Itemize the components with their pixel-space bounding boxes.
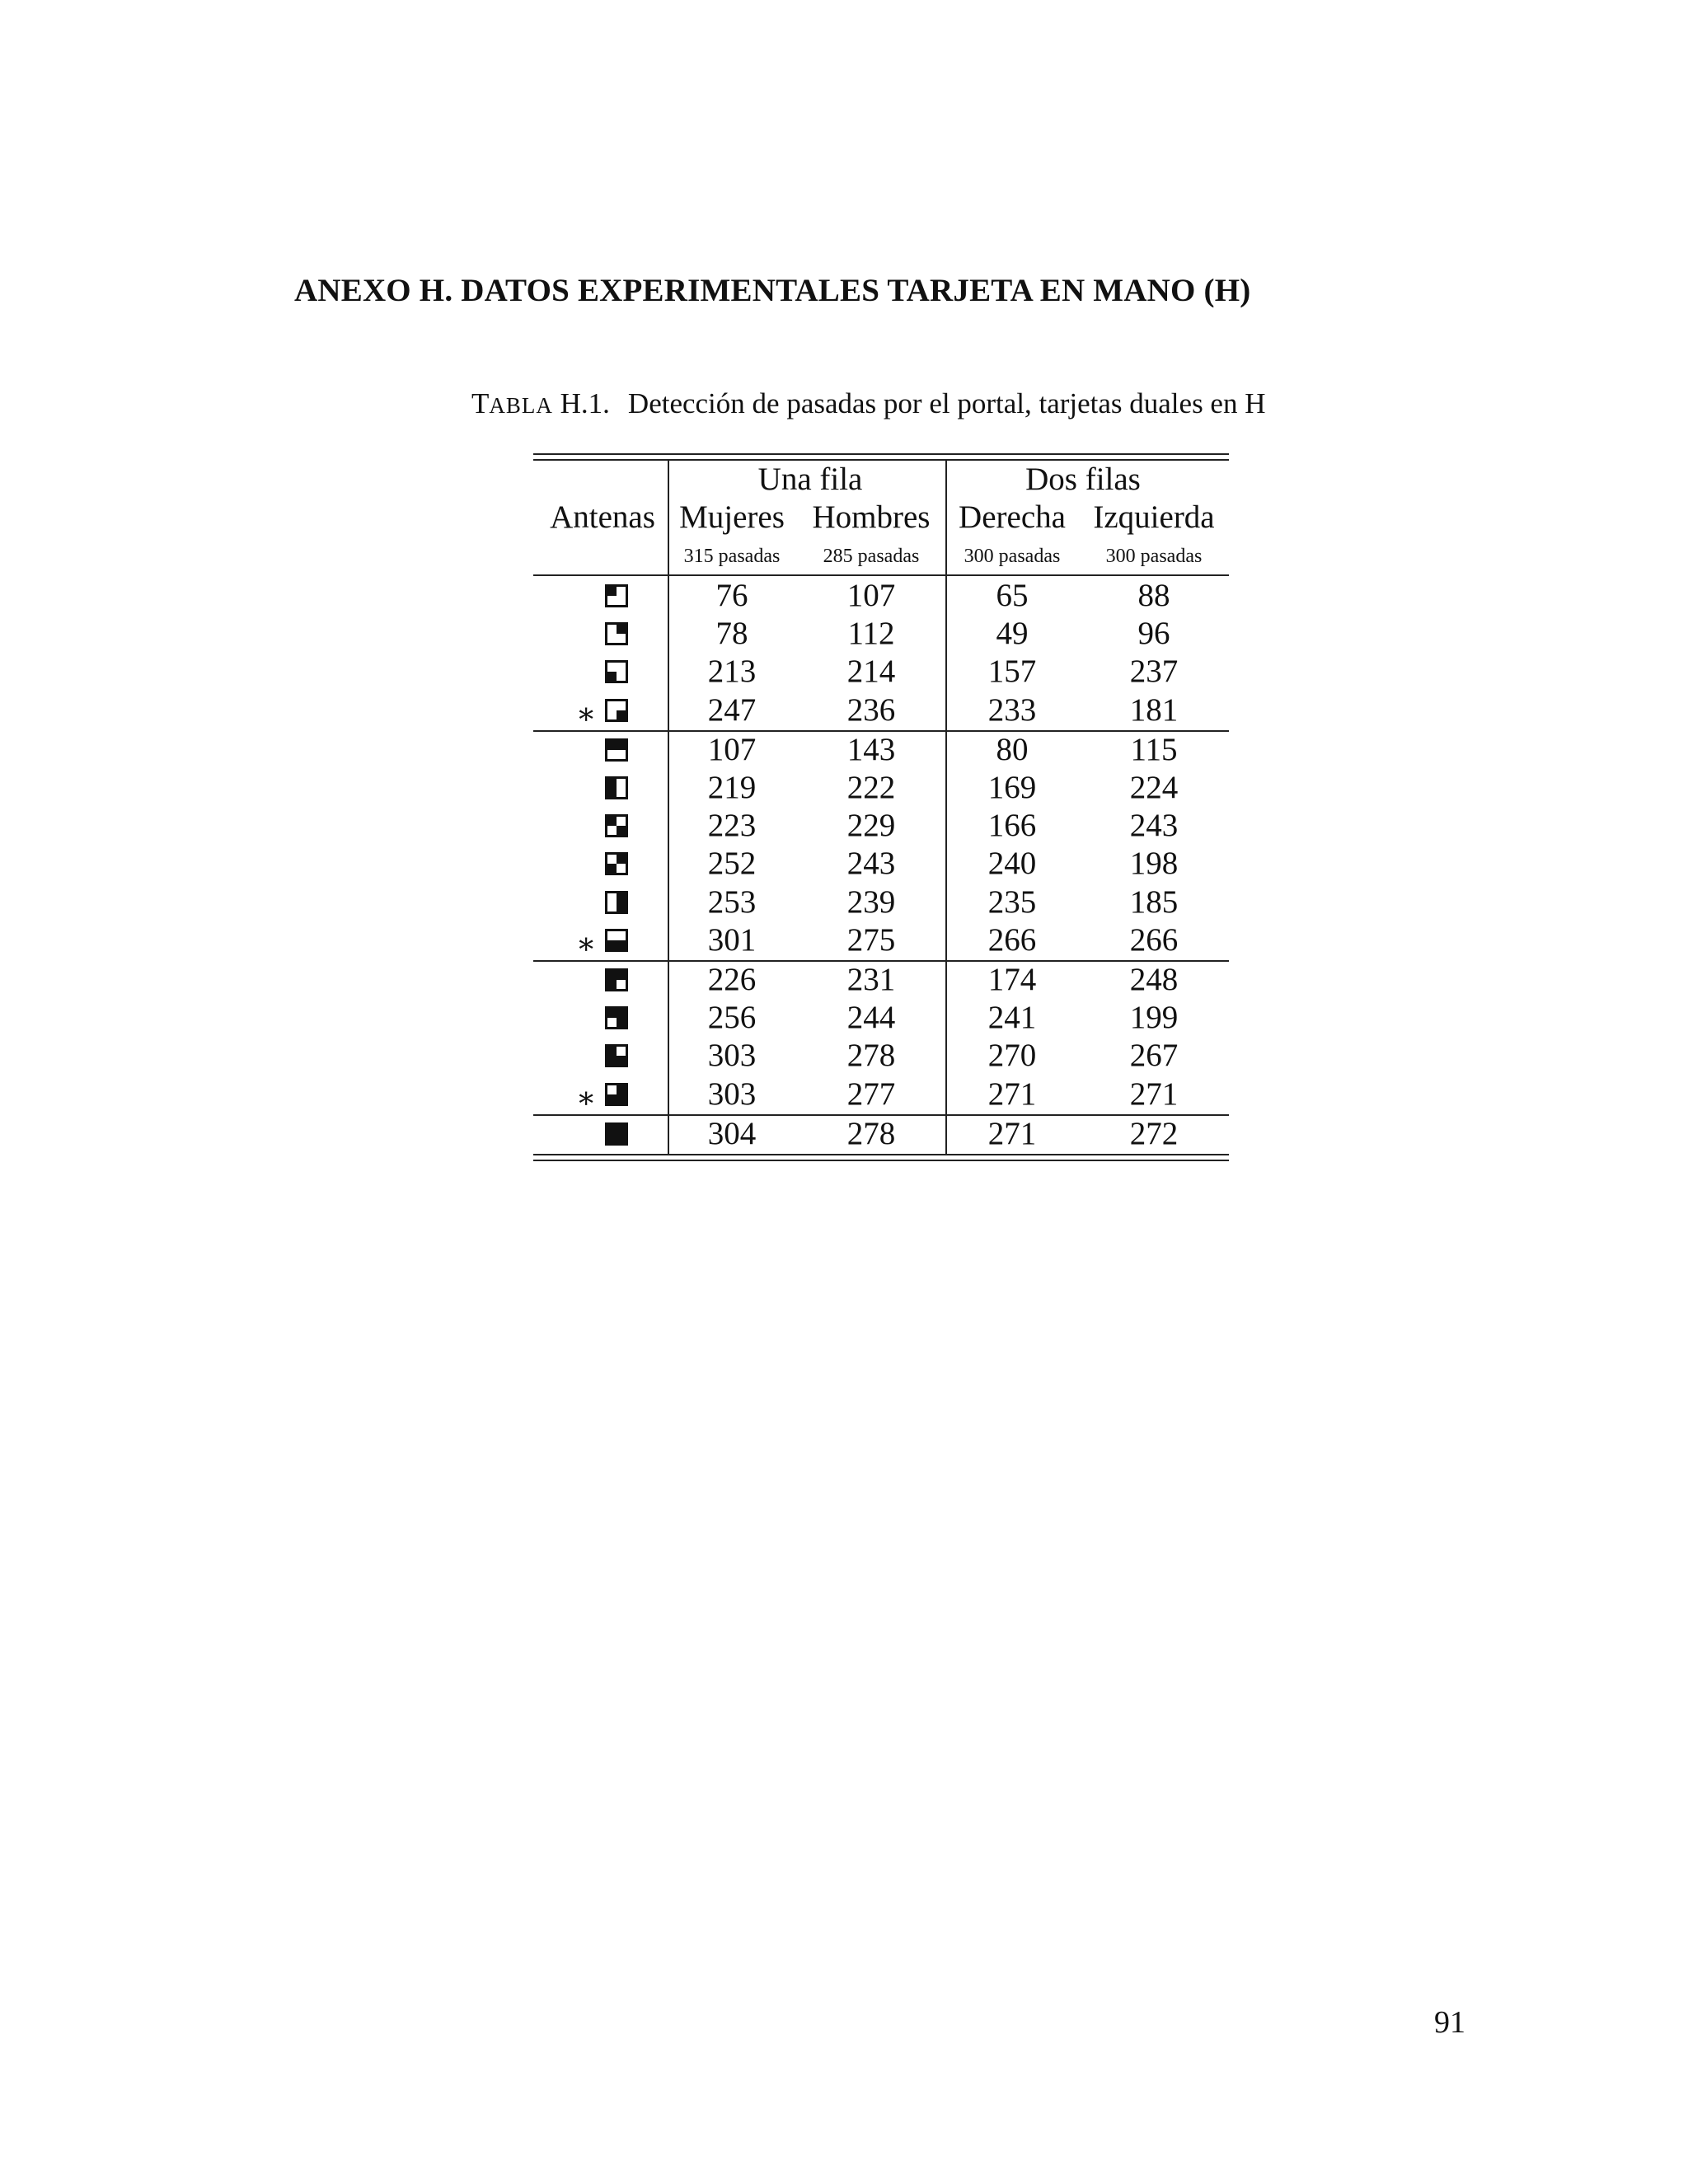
header-bottom-rule — [533, 574, 1229, 576]
table-cell: 115 — [1130, 731, 1178, 767]
caption-initial: T — [471, 387, 490, 419]
table-cell: 112 — [847, 616, 895, 652]
table-cell: 76 — [715, 578, 748, 613]
column-subheader: 285 pasadas — [823, 546, 920, 567]
table-cell: 278 — [846, 1038, 896, 1074]
vertical-rule-antenas — [668, 459, 669, 1154]
antenna-quadrant — [607, 1094, 617, 1104]
table-cell: 266 — [1129, 921, 1179, 958]
table-cell: 243 — [846, 846, 896, 882]
table-cell: 240 — [987, 846, 1037, 882]
table-cell: 270 — [987, 1038, 1037, 1074]
column-header-mujeres: Mujeres — [679, 499, 785, 535]
table-cell: 185 — [1129, 883, 1179, 920]
row-header-antenas: Antenas — [550, 499, 655, 535]
antenna-icon — [605, 1083, 628, 1106]
antenna-quadrant — [617, 1018, 626, 1027]
table-cell: 241 — [987, 1000, 1037, 1036]
antenna-icon — [605, 584, 628, 607]
antenna-quadrant — [607, 788, 617, 797]
antenna-icon — [605, 968, 628, 991]
table-cell: 157 — [987, 654, 1037, 690]
antenna-quadrant — [607, 1009, 617, 1018]
antenna-quadrant — [617, 902, 626, 912]
table-cell: 107 — [846, 578, 896, 613]
antenna-icon — [605, 622, 628, 645]
antenna-quadrant — [607, 741, 617, 750]
column-subheader: 315 pasadas — [683, 546, 781, 567]
table-cell: 49 — [996, 616, 1029, 652]
star-marker: ∗ — [576, 1080, 597, 1114]
antenna-icon — [605, 776, 628, 799]
antenna-quadrant — [607, 940, 617, 949]
antenna-quadrant — [617, 971, 626, 980]
table-cell: 275 — [846, 921, 896, 958]
antenna-icon — [605, 929, 628, 952]
table-cell: 236 — [846, 691, 896, 728]
table-cell: 301 — [707, 921, 757, 958]
antenna-quadrant — [607, 1047, 617, 1056]
antenna-quadrant — [617, 1056, 626, 1065]
table-top-rule — [533, 459, 1229, 461]
antenna-quadrant — [607, 672, 617, 681]
table-cell: 226 — [707, 962, 757, 997]
antenna-quadrant — [617, 940, 626, 949]
antenna-icon — [605, 1122, 628, 1146]
star-marker: ∗ — [576, 926, 597, 960]
table-cell: 278 — [846, 1115, 896, 1151]
table-cell: 233 — [987, 691, 1037, 728]
antenna-icon — [605, 814, 628, 837]
table-cell: 248 — [1129, 962, 1179, 997]
table-cell: 107 — [707, 731, 757, 767]
table-cell: 214 — [846, 654, 896, 690]
group-header-una-fila: Una fila — [757, 462, 863, 497]
table-cell: 235 — [987, 883, 1037, 920]
table-cell: 277 — [846, 1076, 896, 1112]
antenna-icon — [605, 699, 628, 722]
table-cell: 80 — [996, 731, 1029, 767]
antenna-quadrant — [607, 587, 617, 596]
section-heading: ANEXO H. DATOS EXPERIMENTALES TARJETA EN MANO (H) — [294, 273, 1251, 308]
antenna-quadrant — [617, 1134, 626, 1143]
table-cell: 222 — [846, 770, 896, 805]
antenna-quadrant — [607, 971, 617, 980]
table-cell: 237 — [1129, 654, 1179, 690]
antenna-quadrant — [617, 1094, 626, 1104]
antenna-icon — [605, 660, 628, 683]
table-cell: 181 — [1129, 691, 1179, 728]
antenna-quadrant — [607, 779, 617, 788]
antenna-quadrant — [617, 855, 626, 864]
column-header-izquierda: Izquierda — [1093, 499, 1215, 535]
table-cell: 143 — [846, 731, 896, 767]
caption-number: H.1. — [560, 387, 610, 419]
antenna-icon — [605, 1044, 628, 1067]
table-cell: 243 — [1129, 808, 1179, 844]
table-cell: 219 — [707, 770, 757, 805]
column-subheader: 300 pasadas — [1105, 546, 1203, 567]
table-cell: 252 — [707, 846, 757, 882]
antenna-icon — [605, 852, 628, 875]
table-cell: 239 — [846, 883, 896, 920]
table-cell: 65 — [996, 578, 1029, 613]
table-cell: 244 — [846, 1000, 896, 1036]
column-subheader: 300 pasadas — [964, 546, 1061, 567]
table-cell: 304 — [707, 1115, 757, 1151]
table-cell: 271 — [987, 1115, 1037, 1151]
table-cell: 267 — [1129, 1038, 1179, 1074]
table-bottom-rule — [533, 1154, 1229, 1155]
antenna-quadrant — [617, 1125, 626, 1134]
antenna-icon — [605, 738, 628, 762]
antenna-quadrant — [617, 625, 626, 634]
table-top-rule — [533, 453, 1229, 455]
antenna-icon — [605, 891, 628, 914]
antenna-icon — [605, 1006, 628, 1029]
table-cell: 231 — [846, 962, 896, 997]
caption-text: Detección de pasadas por el portal, tarjetas duales en H — [627, 387, 1266, 419]
vertical-rule-groups — [945, 459, 947, 1154]
antenna-quadrant — [617, 710, 626, 719]
table-cell: 198 — [1129, 846, 1179, 882]
antenna-quadrant — [607, 864, 617, 873]
table-cell: 253 — [707, 883, 757, 920]
table-cell: 78 — [715, 616, 748, 652]
table-cell: 224 — [1129, 770, 1179, 805]
caption-smallcaps: ABLA — [489, 393, 553, 418]
table-cell: 169 — [987, 770, 1037, 805]
antenna-quadrant — [607, 1134, 617, 1143]
table-cell: 303 — [707, 1076, 757, 1112]
table-cell: 96 — [1137, 616, 1170, 652]
table-cell: 229 — [846, 808, 896, 844]
table-cell: 256 — [707, 1000, 757, 1036]
table-cell: 223 — [707, 808, 757, 844]
table-cell: 272 — [1129, 1115, 1179, 1151]
table-cell: 166 — [987, 808, 1037, 844]
table-cell: 271 — [1129, 1076, 1179, 1112]
column-header-derecha: Derecha — [959, 499, 1066, 535]
antenna-quadrant — [617, 1085, 626, 1094]
table-cell: 199 — [1129, 1000, 1179, 1036]
antenna-quadrant — [617, 741, 626, 750]
antenna-quadrant — [617, 826, 626, 835]
table-cell: 247 — [707, 691, 757, 728]
antenna-quadrant — [607, 817, 617, 826]
antenna-quadrant — [607, 1125, 617, 1134]
page-number: 91 — [1434, 2005, 1465, 2040]
table-cell: 88 — [1137, 578, 1170, 613]
antenna-quadrant — [617, 1009, 626, 1018]
table-cell: 271 — [987, 1076, 1037, 1112]
column-header-hombres: Hombres — [812, 499, 931, 535]
table-cell: 213 — [707, 654, 757, 690]
table-cell: 266 — [987, 921, 1037, 958]
table-cell: 174 — [987, 962, 1037, 997]
group-header-dos-filas: Dos filas — [1025, 462, 1141, 497]
antenna-quadrant — [617, 893, 626, 902]
antenna-quadrant — [607, 980, 617, 989]
table-bottom-rule — [533, 1160, 1229, 1161]
star-marker: ∗ — [576, 696, 597, 730]
table-cell: 303 — [707, 1038, 757, 1074]
antenna-quadrant — [607, 1056, 617, 1065]
